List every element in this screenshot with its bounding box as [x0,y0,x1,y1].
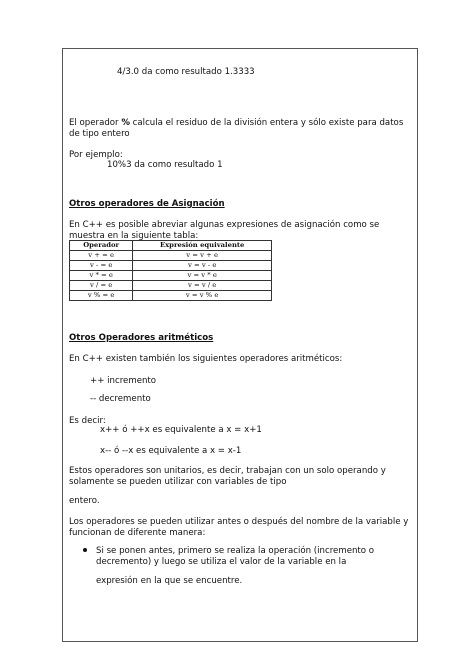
modulo-prefix: El operador [69,118,122,128]
table-row [70,251,272,261]
bullet-icon [83,548,87,552]
assignment-table [69,240,272,301]
table-cell: v = v - e [133,261,272,271]
assignment-intro: En C++ es posible abreviar algunas expresiones de asignación como se muestra en la siguiente tabla: [69,220,380,241]
table-cell: v = v % e [133,291,272,301]
table-cell: v = v * e [133,271,272,281]
table-cell: v - = e [70,261,133,271]
modulo-operator: % [121,118,130,128]
arithmetic-heading: Otros Operadores aritméticos [69,333,214,343]
table-header-row [70,241,272,251]
modulo-example-line: 10%3 da como resultado 1 [107,160,223,170]
decrement-equivalence: x-- ó --x es equivalente a x = x-1 [100,446,242,456]
modulo-paragraph [69,118,414,140]
table-cell: v * = e [70,271,133,281]
table-cell: v / = e [70,281,133,291]
table-cell: v = v + e [133,251,272,261]
table-row [70,271,272,281]
increment-equivalence: x++ ó ++x es equivalente a x = x+1 [100,425,262,435]
decrement-line: -- decremento [90,394,151,404]
arithmetic-intro: En C++ existen también los siguientes operadores aritméticos: [69,354,343,364]
bullet-text: Si se ponen antes, primero se realiza la operación (incremento o decremento) y luego se utiliza el valor de la variable en la [96,546,375,567]
usage-paragraph: Los operadores se pueden utilizar antes o después del nombre de la variable y funcionan de diferente manera: [69,517,409,538]
table-row [70,281,272,291]
table-cell: v + = e [70,251,133,261]
table-cell: v = v / e [133,281,272,291]
table-header-cell: Expresión equivalente [133,241,272,251]
table-cell: v % = e [70,291,133,301]
bullet-continuation: expresión en la que se encuentre. [96,576,243,586]
example-label: Por ejemplo: [69,150,123,160]
es-decir-label: Es decir: [69,416,106,426]
increment-line: ++ incremento [90,376,157,386]
table-header-cell: Operador [70,241,133,251]
unary-continuation: entero. [69,496,100,506]
assignment-heading: Otros operadores de Asignación [69,199,225,209]
table-row [70,261,272,271]
unary-paragraph: Estos operadores son unitarios, es decir, trabajan con un solo operando y solamente se pueden utilizar con variables de tipo [69,466,386,487]
table-row [70,291,272,301]
modulo-suffix: calcula el residuo de la división entera y sólo existe para datos de tipo entero [69,118,404,139]
division-example-line: 4/3.0 da como resultado 1.3333 [117,67,255,77]
